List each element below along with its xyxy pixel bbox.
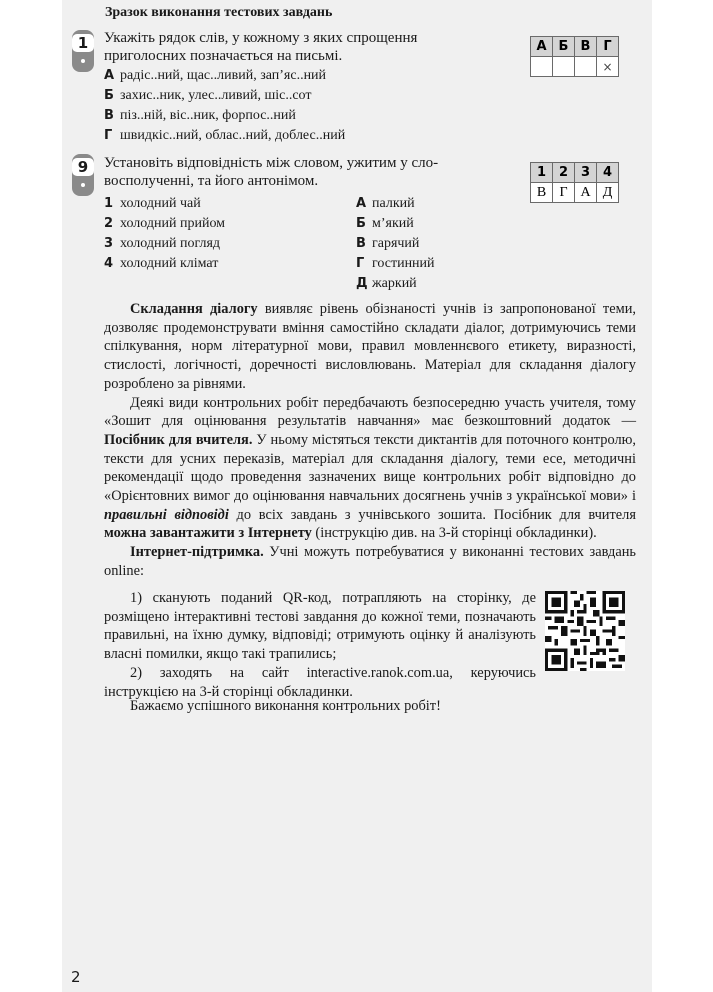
paragraph-bold: можна завантажити з Інтернету	[104, 525, 312, 542]
paragraph-lead: Інтернет-підтримка.	[130, 544, 264, 561]
item-text: палкий	[372, 196, 415, 211]
item-letter: Б	[356, 216, 366, 231]
grid-answer-cell: А	[575, 183, 597, 203]
item-text: холодний погляд	[120, 236, 221, 251]
item-letter: Г	[356, 256, 365, 271]
grid-answer-cell: В	[531, 183, 553, 203]
paragraph-internet-support	[104, 543, 636, 580]
grid-header-cell: А	[531, 37, 553, 57]
item-number: 3	[104, 236, 114, 251]
grid-answer-cell: Д	[597, 183, 619, 203]
grid-header-cell: 3	[575, 163, 597, 183]
task-1-question-line2: приголосних позначається на письмі.	[104, 48, 343, 64]
paragraph-dialogue	[104, 300, 636, 394]
task-9-question-line2: восполученні, та його антонімом.	[104, 173, 319, 189]
body-text	[104, 300, 636, 581]
option-text: піз..ній, віс..ник, форпос..ний	[120, 108, 296, 123]
item-number: 1	[104, 196, 114, 211]
online-step-2: 2) заходять на сайт interactive.ranok.com.ua, керуючись інструкцією на 3-й сторінці обкладинки.	[104, 664, 536, 700]
closing	[104, 697, 636, 716]
task-1-option-d	[104, 126, 345, 145]
grid-answer-cell	[553, 57, 575, 77]
option-text: захис..ник, улес..ливий, шіс..сот	[120, 88, 312, 103]
paragraph-text: Учні можуть потребуватися у виконанні тестових завдань online:	[104, 544, 636, 579]
task-1-badge	[72, 30, 94, 72]
option-text: радіс..ний, щас..ливий, зап’яс..ний	[120, 68, 327, 83]
task-9-left-item-4	[104, 254, 218, 273]
page	[62, 0, 652, 992]
grid-answer-cell	[531, 57, 553, 77]
online-step-1: 1) сканують поданий QR-код, потрапляють на сторінку, де розміщено інтерактивні тестові завдання до кожної теми, позначають правильні, на їхню думку, відповіді; отримують оцінку й аналізують власні помилки, якщо такі трапились;	[104, 590, 536, 663]
paragraph-teacher-guide	[104, 394, 636, 544]
option-letter: Г	[104, 128, 113, 143]
badge-dot-icon	[81, 183, 85, 187]
task-9-right-item-a	[356, 194, 415, 213]
grid-answer-cell: ×	[597, 57, 619, 77]
task-9-right-item-b	[356, 214, 414, 233]
item-letter: В	[356, 236, 366, 251]
option-text: швидкіс..ний, облас..ний, доблес..ний	[120, 128, 346, 143]
item-text: холодний чай	[120, 196, 201, 211]
task-9-answer-grid	[530, 162, 619, 203]
grid-answer-cell	[575, 57, 597, 77]
task-9-right-item-e	[356, 274, 417, 293]
task-9-badge	[72, 154, 94, 196]
task-1-option-c	[104, 106, 296, 125]
task-1-option-b	[104, 86, 312, 105]
task-9-left-item-1	[104, 194, 201, 213]
badge-dot-icon	[81, 59, 85, 63]
task-1-answer-grid	[530, 36, 619, 77]
grid-header-cell: 1	[531, 163, 553, 183]
paragraph-text: У ньому містяться тексти диктантів для поточного контролю, тексти для усних переказів, матеріал для складання діалогу, теми есе, методичні рекомендації щодо проведення зазначених вище контрольних робіт відповідно до «Орієнтовних вимог до оцінювання навчальних досягнень учнів з української мови» і	[104, 431, 636, 505]
paragraph-text: Деякі види контрольних робіт передбачають безпосередню участь учителя, тому «Зошит для оцінювання результатів навчання» має безкоштовний додаток —	[104, 394, 636, 430]
paragraph-text: до всіх завдань з учнівського зошита. Посібник для вчителя	[228, 506, 636, 523]
paragraph-bold: Посібник для вчителя.	[104, 431, 253, 448]
grid-header-cell: 2	[553, 163, 575, 183]
item-letter: А	[356, 196, 367, 211]
item-number: 4	[104, 256, 114, 271]
task-1-question-line1: Укажіть рядок слів, у кожному з яких спрощення	[104, 30, 418, 46]
task-9-question-line1: Установіть відповідність між словом, ужитим у сло-	[104, 155, 439, 171]
qr-code-icon[interactable]	[545, 591, 625, 671]
option-letter: В	[104, 108, 114, 123]
paragraph-text: виявляє рівень обізнаності учнів із запропонованої теми, дозволяє продемонструвати вміння самостійно складати діалог, дотримуючись теми спілкування, норм літературної мови, правил мовленнєвого етикету, виразності, стислості, логічності, доречності висловлювань. Матеріал для складання діалогу розроблено за рівнями.	[104, 301, 636, 392]
page-number: 2	[71, 968, 81, 986]
option-letter: А	[104, 68, 115, 83]
item-text: жаркий	[372, 276, 417, 291]
grid-answer-cell: Г	[553, 183, 575, 203]
task-9-left-item-3	[104, 234, 220, 253]
task-9-right-item-c	[356, 234, 419, 253]
option-letter: Б	[104, 88, 114, 103]
online-steps	[104, 589, 536, 701]
task-1-option-a	[104, 66, 326, 85]
item-text: холодний клімат	[120, 256, 219, 271]
grid-header-cell: Б	[553, 37, 575, 57]
grid-header-cell: В	[575, 37, 597, 57]
item-letter: Д	[356, 276, 368, 291]
paragraph-lead: Складання діалогу	[130, 301, 258, 317]
item-text: холодний прийом	[120, 216, 226, 231]
item-text: гостинний	[372, 256, 435, 271]
paragraph-bold-italic: правильні відповіді	[104, 506, 229, 523]
closing-text: Бажаємо успішного виконання контрольних робіт!	[130, 698, 441, 714]
item-number: 2	[104, 216, 114, 231]
task-9-number: 9	[72, 158, 94, 176]
task-9-right-item-d	[356, 254, 435, 273]
grid-header-cell: 4	[597, 163, 619, 183]
task-9-left-item-2	[104, 214, 225, 233]
item-text: м’який	[372, 216, 414, 231]
paragraph-text: (інструкцію див. на 3-й сторінці обкладинки).	[311, 525, 597, 542]
item-text: гарячий	[372, 236, 420, 251]
section-title: Зразок виконання тестових завдань	[105, 5, 333, 20]
grid-header-cell: Г	[597, 37, 619, 57]
task-1-number: 1	[72, 34, 94, 52]
